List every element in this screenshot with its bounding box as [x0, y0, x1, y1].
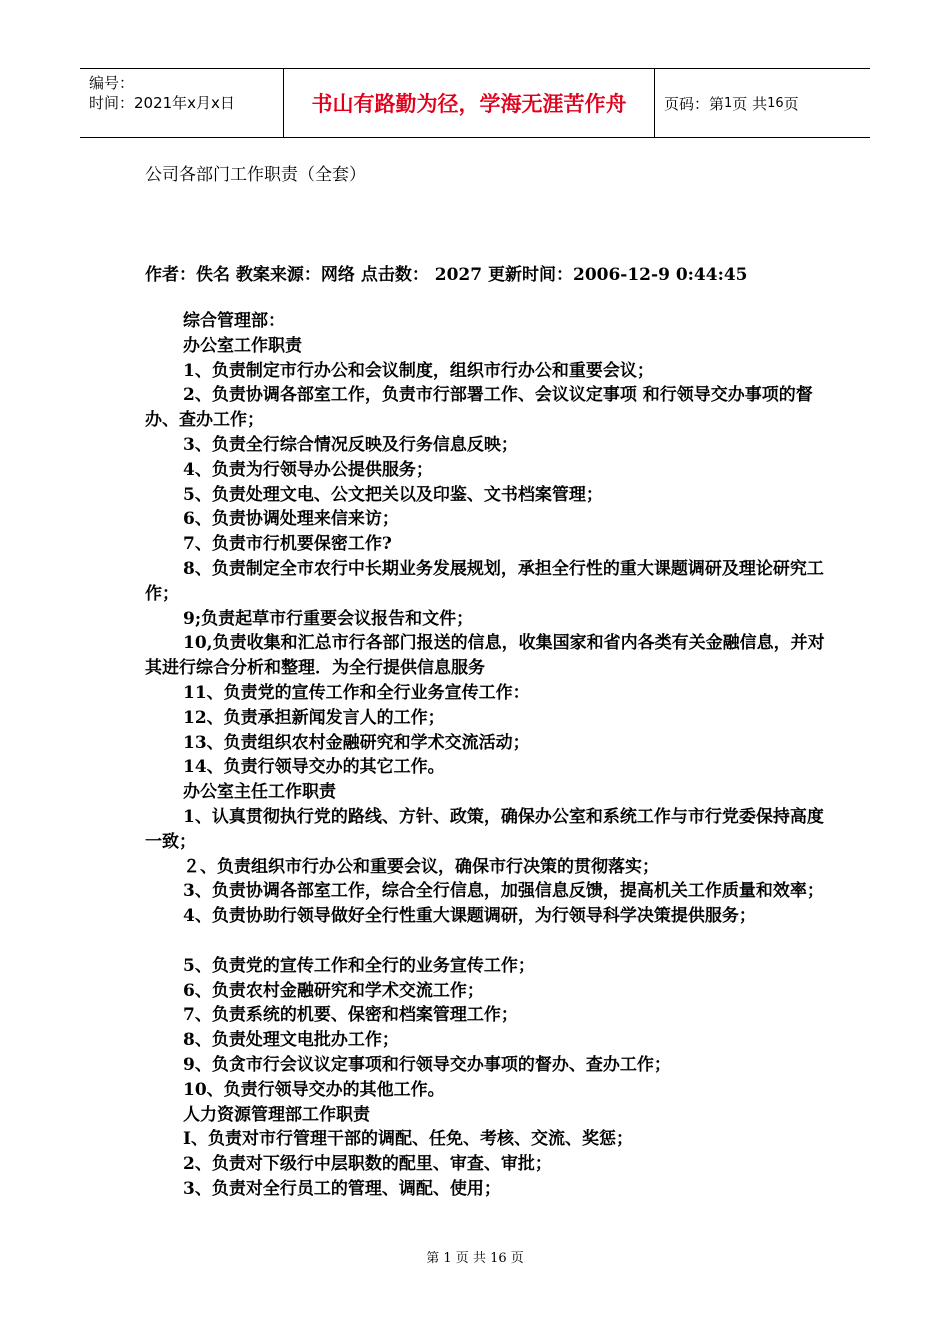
page-total: 16 — [767, 95, 784, 111]
body-paragraph: 14、负责行领导交办的其它工作。 — [183, 757, 445, 778]
body-paragraph: 8、负责制定全市农行中长期业务发展规划，承担全行性的重大课题调研及理论研究工作； — [145, 558, 824, 604]
body-paragraph: 人力资源管理部工作职责 — [183, 1104, 370, 1125]
page-count-cell — [655, 69, 870, 137]
body-paragraph: 6、负责农村金融研究和学术交流工作； — [183, 980, 484, 1001]
header-info-cell — [80, 69, 283, 137]
body-paragraph: 综合管理部： — [183, 311, 285, 331]
footer-total: 16 — [490, 1251, 507, 1266]
body-paragraph: 11、负责党的宣传工作和全行业务宣传工作： — [183, 682, 530, 703]
footer-page: 1 — [443, 1251, 452, 1266]
body-paragraph: 4、负责为行领导办公提供服务； — [183, 459, 433, 480]
page-label: 页码：第 — [664, 94, 725, 113]
body-paragraph: I、负责对市行管理干部的调配、任免、考核、交流、奖惩； — [183, 1129, 633, 1150]
code-label: 编号： — [89, 74, 135, 92]
body-paragraph: 办公室工作职责 — [183, 335, 302, 356]
body-paragraph: 7、负责系统的机要、保密和档案管理工作； — [183, 1005, 518, 1026]
footer-suffix: 页 — [510, 1251, 524, 1266]
body-paragraph: 5、负责党的宣传工作和全行的业务宣传工作； — [183, 955, 535, 976]
body-paragraph: 办公室主任工作职责 — [183, 782, 336, 803]
body-paragraph: 10,负责收集和汇总市行各部门报送的信息，收集国家和省内各类有关金融信息，并对其进行综合分析和整理．为全行提供信息服务 — [145, 633, 825, 679]
document-body — [145, 309, 825, 1202]
body-paragraph: 7、负责市行机要保密工作? — [183, 534, 392, 555]
body-paragraph: 2、负责协调各部室工作，负责市行部署工作、会议议定事项 和行领导交办事项的督办、查办工作； — [145, 385, 813, 431]
footer-prefix: 第 — [426, 1251, 440, 1266]
body-paragraph: 13、负责组织农村金融研究和学术交流活动； — [183, 732, 530, 753]
document-meta: 作者：佚名 教案来源：网络 点击数： 2027 更新时间：2006-12-9 0:44:45 — [145, 265, 748, 285]
body-paragraph: 10、负责行领导交办的其他工作。 — [183, 1079, 445, 1100]
body-paragraph: 3、负责协调各部室工作，综合全行信息，加强信息反馈，提高机关工作质量和效率； — [183, 881, 824, 902]
blank-line — [145, 929, 825, 954]
body-paragraph: 6、负责协调处理来信来访； — [183, 509, 399, 530]
page-footer — [0, 1247, 950, 1266]
page-header — [80, 68, 870, 138]
page-suffix: 页 — [783, 94, 799, 113]
body-paragraph: 3、负责对全行员工的管理、调配、使用； — [183, 1178, 501, 1199]
body-paragraph: 4、负责协助行领导做好全行性重大课题调研，为行领导科学决策提供服务； — [183, 906, 756, 927]
body-paragraph: 5、负责处理文电、公文把关以及印鉴、文书档案管理； — [183, 484, 603, 505]
body-paragraph: ２、负责组织市行办公和重要会议，确保市行决策的贯彻落实； — [183, 856, 659, 877]
page-number: 1 — [724, 95, 733, 111]
body-paragraph: 8、负责处理文电批办工作； — [183, 1030, 399, 1051]
body-paragraph: 3、负责全行综合情况反映及行务信息反映； — [183, 434, 518, 455]
body-paragraph: 2、负责对下级行中层职数的配里、审查、审批； — [183, 1154, 552, 1175]
document-title: 公司各部门工作职责（全套） — [145, 165, 366, 185]
motto-text: 书山有路勤为径，学海无涯苦作舟 — [311, 92, 627, 116]
body-paragraph: 12、负责承担新闻发言人的工作； — [183, 707, 445, 728]
body-paragraph: 1、负责制定市行办公和会议制度，组织市行办公和重要会议； — [183, 360, 654, 381]
time-label: 时间：2021年x月x日 — [89, 94, 235, 112]
body-paragraph: 1、认真贯彻执行党的路线、方针、政策，确保办公室和系统工作与市行党委保持高度一致； — [145, 806, 824, 852]
body-paragraph: 9;负责起草市行重要会议报告和文件； — [183, 608, 474, 629]
page-mid: 页 共 — [732, 94, 768, 113]
body-paragraph: 9、负贪市行会议议定事项和行领导交办事项的督办、查办工作； — [183, 1054, 671, 1075]
motto-cell — [283, 69, 655, 137]
footer-mid: 页 共 — [455, 1251, 486, 1266]
